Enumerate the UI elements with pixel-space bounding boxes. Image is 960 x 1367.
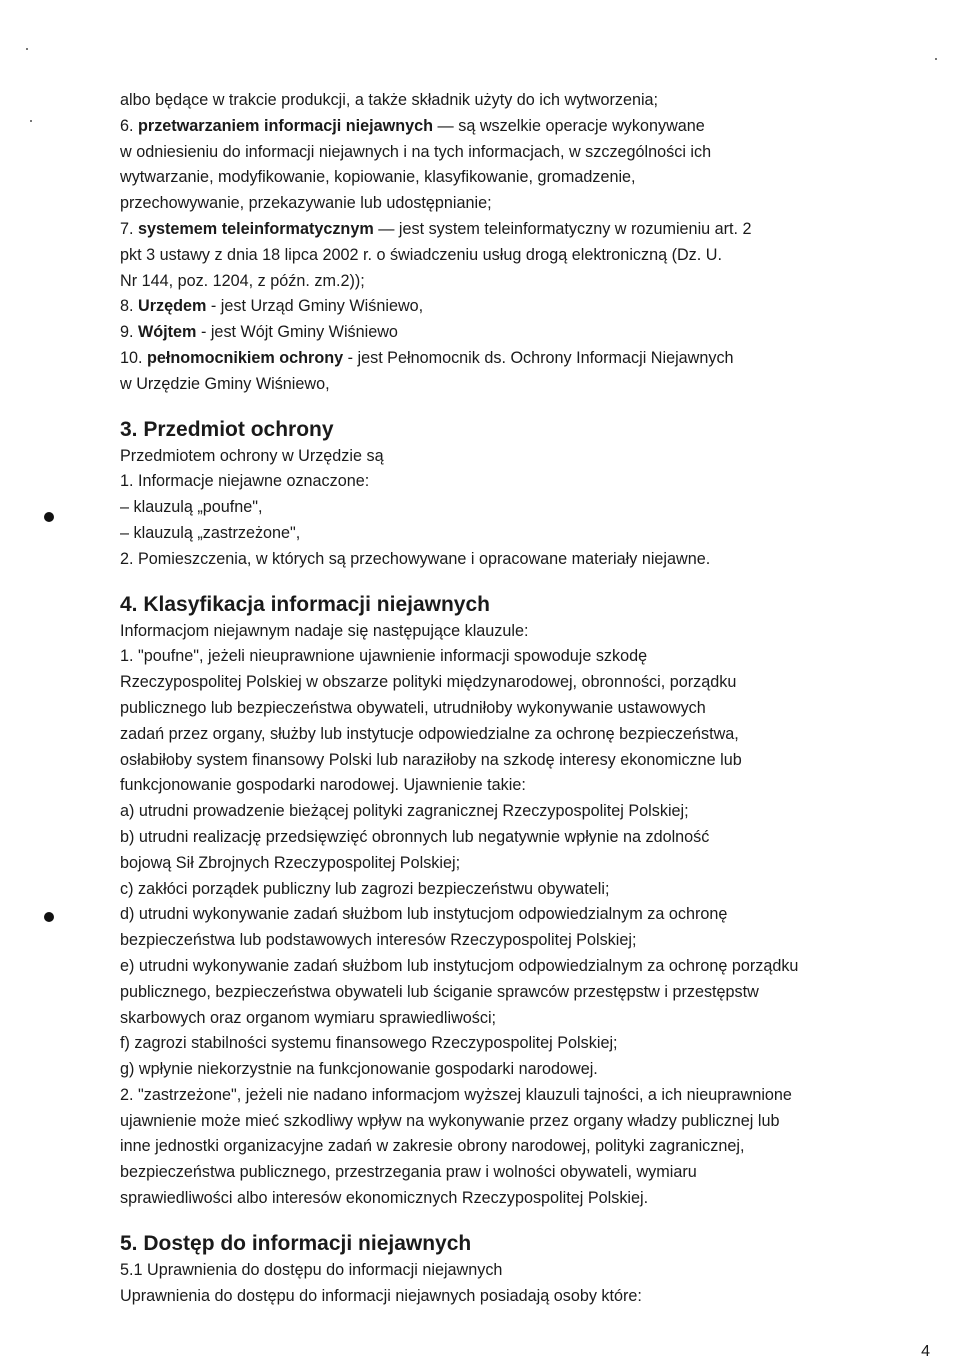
paragraph-line: osłabiłoby system finansowy Polski lub naraziłoby na szkodę interesy ekonomiczne lub	[120, 750, 742, 769]
paragraph-line: publicznego lub bezpieczeństwa obywateli, utrudniłoby wykonywanie ustawowych	[120, 698, 706, 717]
paragraph-line: 2. Pomieszczenia, w których są przechowywane i opracowane materiały niejawne.	[120, 549, 711, 568]
paragraph-line: a) utrudni prowadzenie bieżącej polityki zagranicznej Rzeczypospolitej Polskiej;	[120, 802, 689, 821]
section-heading: 3. Przedmiot ochrony	[120, 417, 334, 441]
paragraph-line: b) utrudni realizację przedsięwzięć obronnych lub negatywnie wpłynie na zdolność	[120, 827, 710, 846]
definition-line: pkt 3 ustawy z dnia 18 lipca 2002 r. o świadczeniu usług drogą elektroniczną (Dz. U.	[120, 245, 722, 264]
paragraph-line: funkcjonowanie gospodarki narodowej. Ujawnienie takie:	[120, 776, 526, 795]
paragraph-line: – klauzulą „zastrzeżone",	[120, 523, 301, 542]
paragraph-line: zadań przez organy, służby lub instytucje odpowiedzialne za ochronę bezpieczeństwa,	[120, 724, 739, 743]
section-heading: 5. Dostęp do informacji niejawnych	[120, 1231, 472, 1255]
definitions-list	[120, 88, 880, 398]
scan-speck	[935, 58, 937, 60]
definition-line: 7. systemem teleinformatycznym — jest system teleinformatyczny w rozumieniu art. 2	[120, 219, 752, 238]
paragraph-line: Informacjom niejawnym nadaje się następujące klauzule:	[120, 621, 529, 640]
paragraph-line: 1. "poufne", jeżeli nieuprawnione ujawnienie informacji spowoduje szkodę	[120, 647, 648, 666]
section-classification	[120, 591, 880, 1212]
section-protection-subject	[120, 416, 880, 573]
paragraph-line: bezpieczeństwa lub podstawowych interesów Rzeczypospolitej Polskiej;	[120, 931, 637, 950]
definition-line: albo będące w trakcie produkcji, a także składnik użyty do ich wytworzenia;	[120, 91, 659, 109]
definition-line: w odniesieniu do informacji niejawnych i na tych informacjach, w szczególności ich	[120, 142, 712, 161]
definition-line: 6. przetwarzaniem informacji niejawnych — są wszelkie operacje wykonywane	[120, 116, 705, 135]
paragraph-line: inne jednostki organizacyjne zadań w zakresie obrony narodowej, polityki zagranicznej,	[120, 1137, 745, 1156]
scan-speck	[26, 48, 28, 50]
page-number: 4	[921, 1343, 930, 1360]
paragraph-line: bezpieczeństwa publicznego, przestrzegania praw i wolności obywateli, wymiaru	[120, 1163, 697, 1182]
paragraph-line: bojową Sił Zbrojnych Rzeczypospolitej Polskiej;	[120, 853, 461, 872]
definition-line: wytwarzanie, modyfikowanie, kopiowanie, klasyfikowanie, gromadzenie,	[120, 168, 636, 187]
definition-line: w Urzędzie Gminy Wiśniewo,	[120, 374, 330, 393]
section-heading: 4. Klasyfikacja informacji niejawnych	[120, 592, 490, 616]
paragraph-line: Przedmiotem ochrony w Urzędzie są	[120, 446, 384, 465]
paragraph-line: Uprawnienia do dostępu do informacji niejawnych posiadają osoby które:	[120, 1286, 642, 1305]
paragraph-line: sprawiedliwości albo interesów ekonomicznych Rzeczypospolitej Polskiej.	[120, 1189, 649, 1208]
paragraph-line: publicznego, bezpieczeństwa obywateli lub ściganie sprawców przestępstw i przestępstw	[120, 982, 759, 1001]
paragraph-line: g) wpłynie niekorzystnie na funkcjonowanie gospodarki narodowej.	[120, 1060, 598, 1079]
scan-speck	[30, 120, 32, 122]
section-access	[120, 1230, 880, 1310]
paragraph-line: Rzeczypospolitej Polskiej w obszarze polityki międzynarodowej, obronności, porządku	[120, 673, 737, 692]
definition-line: 10. pełnomocnikiem ochrony - jest Pełnomocnik ds. Ochrony Informacji Niejawnych	[120, 348, 734, 367]
paragraph-line: 5.1 Uprawnienia do dostępu do informacji niejawnych	[120, 1260, 503, 1279]
paragraph-line: ujawnienie może mieć szkodliwy wpływ na wykonywanie przez organy władzy publicznej lub	[120, 1111, 780, 1130]
definition-line: przechowywanie, przekazywanie lub udostępnianie;	[120, 194, 492, 213]
paragraph-line: 1. Informacje niejawne oznaczone:	[120, 472, 370, 491]
paragraph-line: – klauzulą „poufne",	[120, 498, 263, 517]
paragraph-line: d) utrudni wykonywanie zadań służbom lub instytucjom odpowiedzialnym za ochronę	[120, 905, 728, 924]
definition-line: 8. Urzędem - jest Urząd Gminy Wiśniewo,	[120, 297, 424, 316]
document-body	[120, 88, 880, 1309]
paragraph-line: 2. "zastrzeżone", jeżeli nie nadano informacjom wyższej klauzuli tajności, a ich nieuprawnione	[120, 1085, 792, 1104]
definition-line: Nr 144, poz. 1204, z późn. zm.2));	[120, 271, 365, 290]
punch-hole-upper	[44, 512, 54, 522]
paragraph-line: e) utrudni wykonywanie zadań służbom lub instytucjom odpowiedzialnym za ochronę porządku	[120, 956, 799, 975]
paragraph-line: f) zagrozi stabilności systemu finansowego Rzeczypospolitej Polskiej;	[120, 1034, 618, 1053]
punch-hole-lower	[44, 912, 54, 922]
paragraph-line: skarbowych oraz organom wymiaru sprawiedliwości;	[120, 1008, 497, 1027]
definition-line: 9. Wójtem - jest Wójt Gminy Wiśniewo	[120, 323, 398, 342]
paragraph-line: c) zakłóci porządek publiczny lub zagrozi bezpieczeństwu obywateli;	[120, 879, 610, 898]
